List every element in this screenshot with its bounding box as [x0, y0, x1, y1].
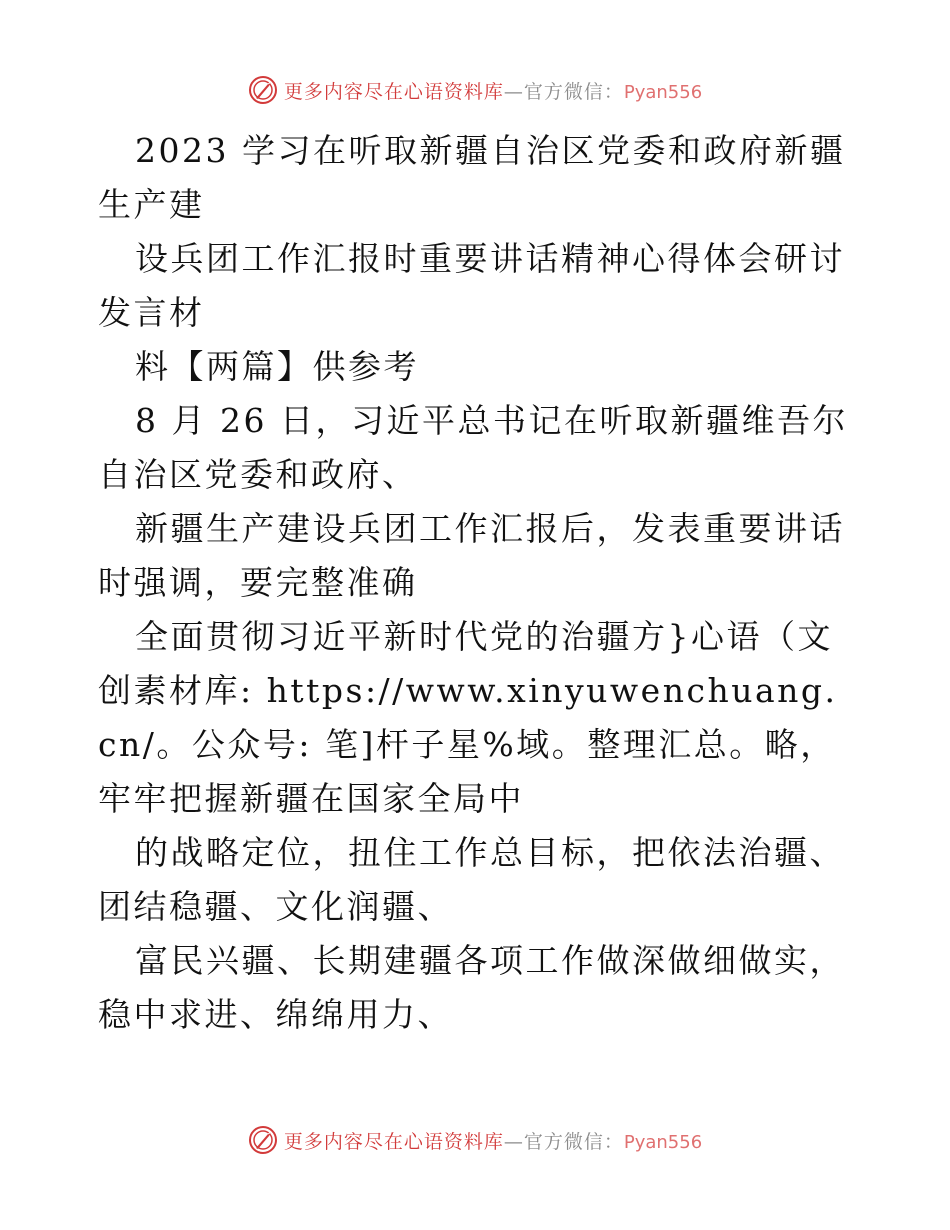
paragraph-2: 设兵团工作汇报时重要讲话精神心得体会研讨发言材	[98, 239, 845, 332]
watermark-wechat-id: Pyan556	[623, 1131, 703, 1153]
watermark-text	[284, 77, 702, 104]
header-watermark	[0, 70, 950, 110]
paragraph-6: 全面贯彻习近平新时代党的治疆方}心语（文创素材库: https://www.xinyuwenchuang.cn/。公众号: 笔]杆子星%域。整理汇总。略，牢牢把握新疆在国家全局中	[98, 617, 838, 818]
paragraph-4: 8 月 26 日，习近平总书记在听取新疆维吾尔自治区党委和政府、	[98, 401, 848, 494]
watermark-brand: 更多内容尽在心语资料库	[283, 80, 504, 103]
quill-logo-icon	[248, 1125, 278, 1155]
quill-logo-icon	[248, 75, 278, 105]
footer-watermark	[0, 1120, 950, 1160]
paragraph-5: 新疆生产建设兵团工作汇报后，发表重要讲话时强调，要完整准确	[98, 509, 845, 602]
paragraph-8: 富民兴疆、长期建疆各项工作做深做细做实，稳中求进、绵绵用力、	[98, 941, 845, 1034]
watermark-dash: —	[503, 1130, 524, 1153]
paragraph-1: 2023 学习在听取新疆自治区党委和政府新疆生产建	[98, 131, 846, 224]
watermark-text	[284, 1127, 702, 1154]
watermark-brand: 更多内容尽在心语资料库	[283, 1130, 504, 1153]
paragraph-7: 的战略定位，扭住工作总目标，把依法治疆、团结稳疆、文化润疆、	[98, 833, 845, 926]
watermark-wechat-id: Pyan556	[623, 81, 703, 103]
watermark-wechat-label: 官方微信：	[523, 80, 624, 103]
watermark-wechat-label: 官方微信：	[523, 1130, 624, 1153]
watermark-dash: —	[503, 80, 524, 103]
document-body	[98, 124, 858, 1042]
paragraph-3: 料【两篇】供参考	[135, 347, 419, 386]
